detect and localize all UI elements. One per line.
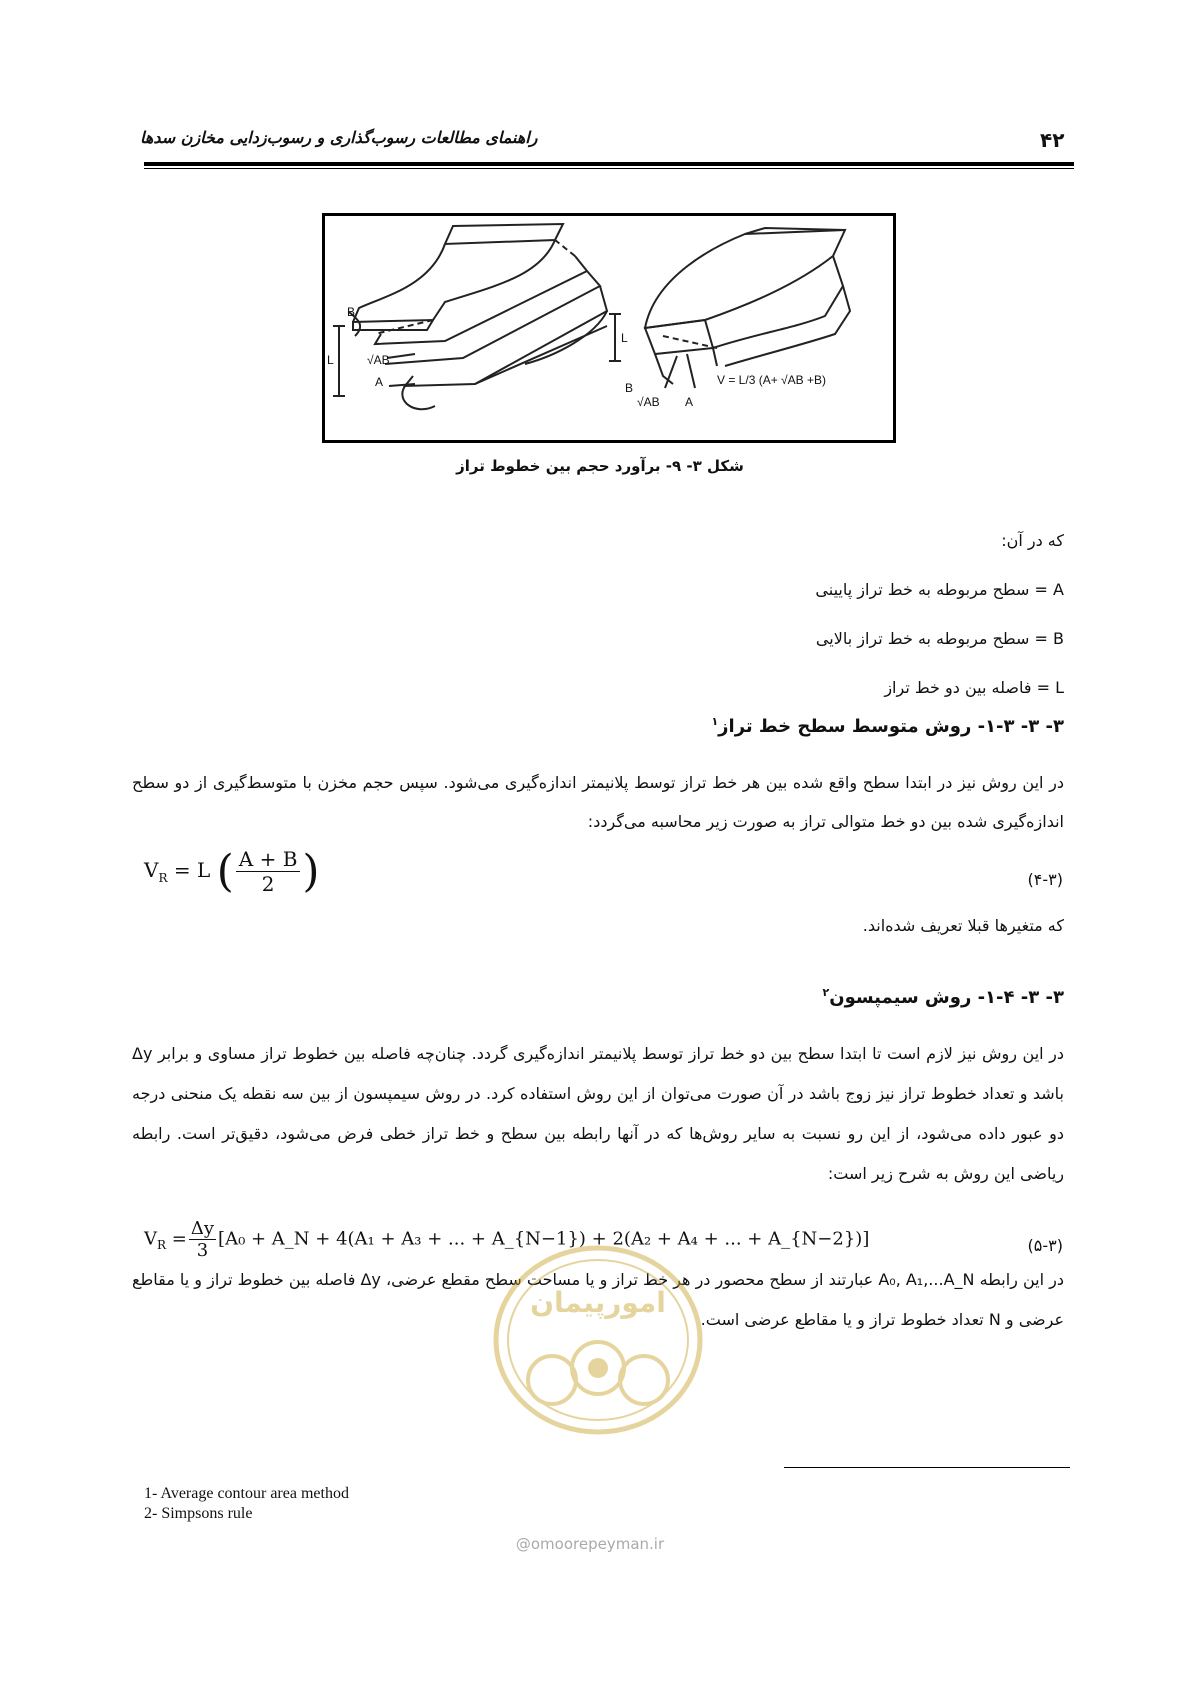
section-heading-simpson (164, 986, 1064, 1008)
watermark-url: @omoorepeyman.ir (515, 1535, 665, 1553)
eq-paren-right: ) (302, 846, 320, 897)
eq-numerator: A + B (236, 847, 301, 872)
header-rule-thin (144, 168, 1074, 169)
footnote-mark: ۲ (822, 986, 830, 999)
eq-paren-left: ( (216, 846, 234, 897)
equation-number: (۴-۳) (1027, 870, 1063, 889)
section-heading-text: ۳- ۳- ۱-۴- روش سیمپسون (829, 987, 1064, 1008)
figure-contour-volume (322, 213, 896, 443)
footnote-mark: ۱ (711, 715, 719, 728)
definition-item: L = فاصله بین دو خط تراز (884, 678, 1064, 697)
footnote-1: 1- Average contour area method (144, 1485, 349, 1502)
eq-equals: = (171, 1228, 187, 1250)
label-sqrtAB-right: √AB (637, 395, 660, 409)
eq-denominator: 3 (196, 1240, 209, 1261)
eq-lhs-sub: R (157, 1238, 167, 1253)
definitions-list (564, 516, 1064, 712)
eq-lhs: V (144, 858, 159, 882)
label-B: B (347, 305, 356, 319)
header-rule (144, 162, 1074, 166)
watermark-seal-text: امورپیمان (530, 1286, 666, 1319)
paragraph-average-contour: در این روش نیز در ابتدا سطح واقع شده بین هر خط تراز توسط پلانیمتر اندازه‌گیری می‌شود. سپس حجم مخزن با متوسط‌گیری از دو سطح اندازه‌گیری شده بین دو خط متوالی تراز به صورت زیر محاسبه می‌گردد: (132, 773, 1064, 831)
figure-caption: شکل ۳- ۹- برآورد حجم بین خطوط تراز (456, 457, 744, 475)
label-L: L (327, 353, 334, 367)
section-heading-text: ۳- ۳- ۱-۳- روش متوسط سطح خط تراز (718, 716, 1064, 737)
label-A: A (375, 375, 384, 389)
label-B-right: B (625, 381, 634, 395)
equation-number: (۵-۳) (1027, 1236, 1063, 1255)
figure-formula: V = L/3 (A+ √AB +B) (717, 373, 826, 387)
section-heading-average-contour (164, 715, 1064, 737)
definitions-intro: که در آن: (1001, 531, 1064, 550)
page-number: ۴۲ (1040, 128, 1065, 152)
label-A-right: A (685, 395, 694, 409)
footnote-2: 2- Simpsons rule (144, 1505, 253, 1522)
eq-numerator: Δy (190, 1218, 215, 1239)
contour-volume-diagram (325, 216, 893, 440)
paragraph-simpson-variables: در این رابطه A₀, A₁,...A_N عبارتند از سطح محصور در هر خط تراز و یا مساحت سطح مقطع عرضی، Δy فاصله بین خطوط تراز و یا مقاطع عرضی و N تعداد خطوط تراز و یا مقاطع عرضی است. (132, 1270, 1065, 1329)
eq-equals: = L (173, 858, 211, 882)
label-sqrtAB: √AB (367, 353, 390, 367)
footnote-rule (784, 1467, 1070, 1468)
eq-fraction (236, 847, 301, 896)
definition-item: A = سطح مربوطه به خط تراز پایینی (815, 580, 1064, 599)
running-title: راهنمای مطالعات رسوب‌گذاری و رسوب‌زدایی مخازن سدها (140, 128, 538, 147)
label-L-right: L (621, 331, 628, 345)
eq-denominator: 2 (261, 872, 275, 896)
eq-lhs: V (144, 1228, 157, 1250)
eq-fraction (189, 1218, 216, 1261)
watermark-seal (488, 1240, 708, 1440)
footnotes (144, 1484, 564, 1524)
paragraph-simpson: در این روش نیز لازم است تا ابتدا سطح بین دو خط تراز توسط پلانیمتر اندازه‌گیری گردد. چنان‌چه فاصله بین خطوط تراز مساوی و برابر Δy باشد و تعداد خطوط تراز نیز زوج باشد در آن صورت می‌توان از این روش استفاده کرد. در روش سیمپسون از بین سه نقطه یک منحنی درجه دو عبور داده می‌شود، از این رو نسبت به سایر روش‌ها که در آنها رابطه بین سطح و خط تراز خطی فرض می‌شود، دقیق‌تر است. رابطه ریاضی این روش به شرح زیر است: (132, 1044, 1064, 1183)
note-variables: که متغیرها قبلا تعریف شده‌اند. (862, 916, 1064, 935)
eq-body: [A₀ + A_N + 4(A₁ + A₃ + ... + A_{N−1}) + 2(A₂ + A₄ + ... + A_{N−2})] (218, 1228, 870, 1250)
eq-lhs-sub: R (158, 871, 168, 885)
equation-4-3 (144, 846, 320, 897)
definition-item: B = سطح مربوطه به خط تراز بالایی (815, 629, 1064, 648)
